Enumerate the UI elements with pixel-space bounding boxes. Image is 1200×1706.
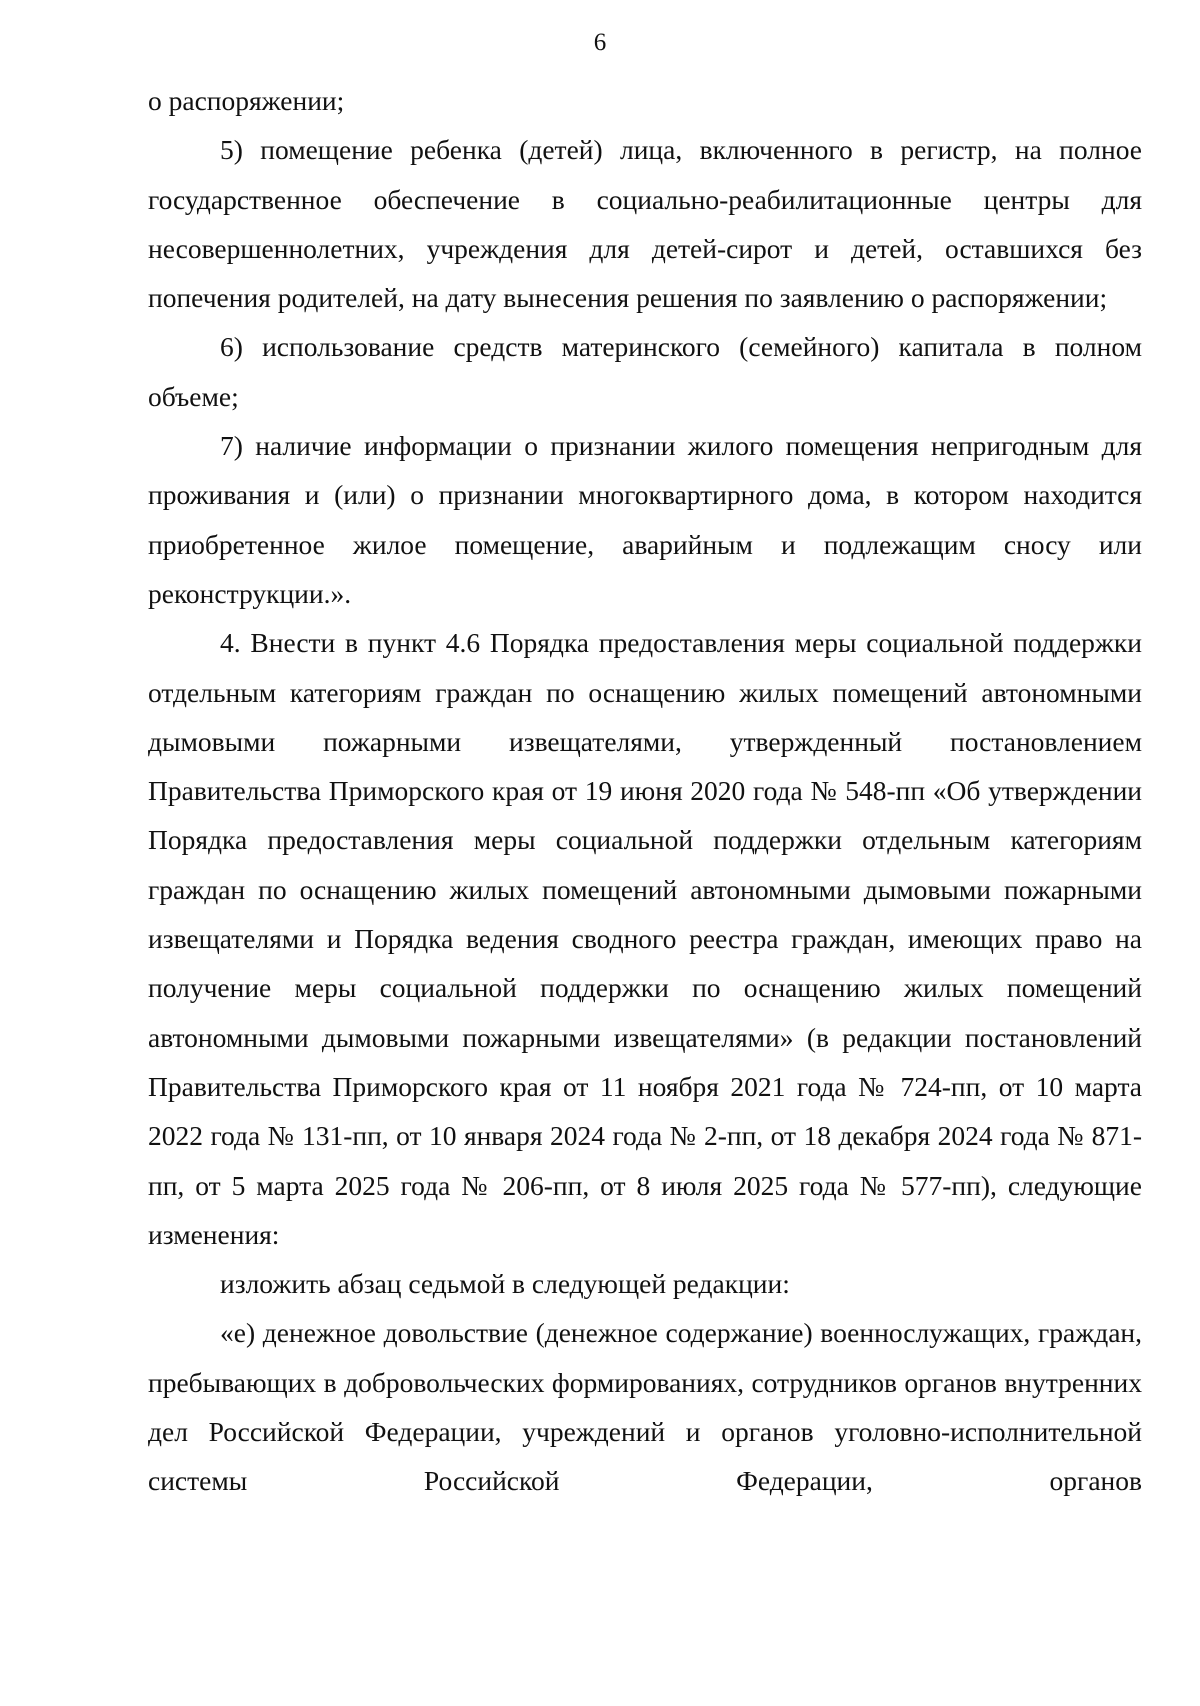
paragraph-item-6: 6) использование средств материнского (семейного) капитала в полном объеме; — [148, 331, 1142, 412]
paragraph-instruction: изложить абзац седьмой в следующей редакции: — [220, 1268, 790, 1300]
paragraph-clause-4: 4. Внести в пункт 4.6 Порядка предоставления меры социальной поддержки отдельным категориям граждан по оснащению жилых помещений автономными дымовыми пожарными извещателями, утвержденный постановлением Правительства Приморского края от 19 июня 2020 года № 548-пп «Об утверждении Порядка предоставления меры социальной поддержки отдельным категориям граждан по оснащению жилых помещений автономными дымовыми пожарными извещателями и Порядка ведения сводного реестра граждан, имеющих право на получение меры социальной поддержки по оснащению жилых помещений автономными дымовыми пожарными извещателями» (в редакции постановлений Правительства Приморского края от 11 ноября 2021 года № 724-пп, от 10 марта 2022 года № 131-пп, от 10 января 2024 года № 2-пп, от 18 декабря 2024 года № 871-пп, от 5 марта 2025 года № 206-пп, от 8 июля 2025 года № 577-пп), следующие изменения: — [148, 627, 1142, 1250]
paragraph-item-5: 5) помещение ребенка (детей) лица, включенного в регистр, на полное государственное обеспечение в социально-реабилитационные центры для несовершеннолетних, учреждения для детей-сирот и детей, оставшихся без попечения родителей, на дату вынесения решения по заявлению о распоряжении; — [148, 134, 1142, 314]
paragraph-continuation: о распоряжении; — [148, 85, 345, 116]
page-number: 6 — [593, 29, 607, 56]
document-body — [148, 76, 1142, 1506]
paragraph-item-7: 7) наличие информации о признании жилого помещения непригодным для проживания и (или) о признании многоквартирного дома, в котором находится приобретенное жилое помещение, аварийным и подлежащим сносу или реконструкции.». — [148, 430, 1142, 609]
paragraph-item-e: «е) денежное довольствие (денежное содержание) военнослужащих, граждан, пребывающих в добровольческих формированиях, сотрудников органов внутренних дел Российской Федерации, учреждений и органов уголовно-исполнительной системы Российской Федерации, органов — [148, 1317, 1142, 1497]
